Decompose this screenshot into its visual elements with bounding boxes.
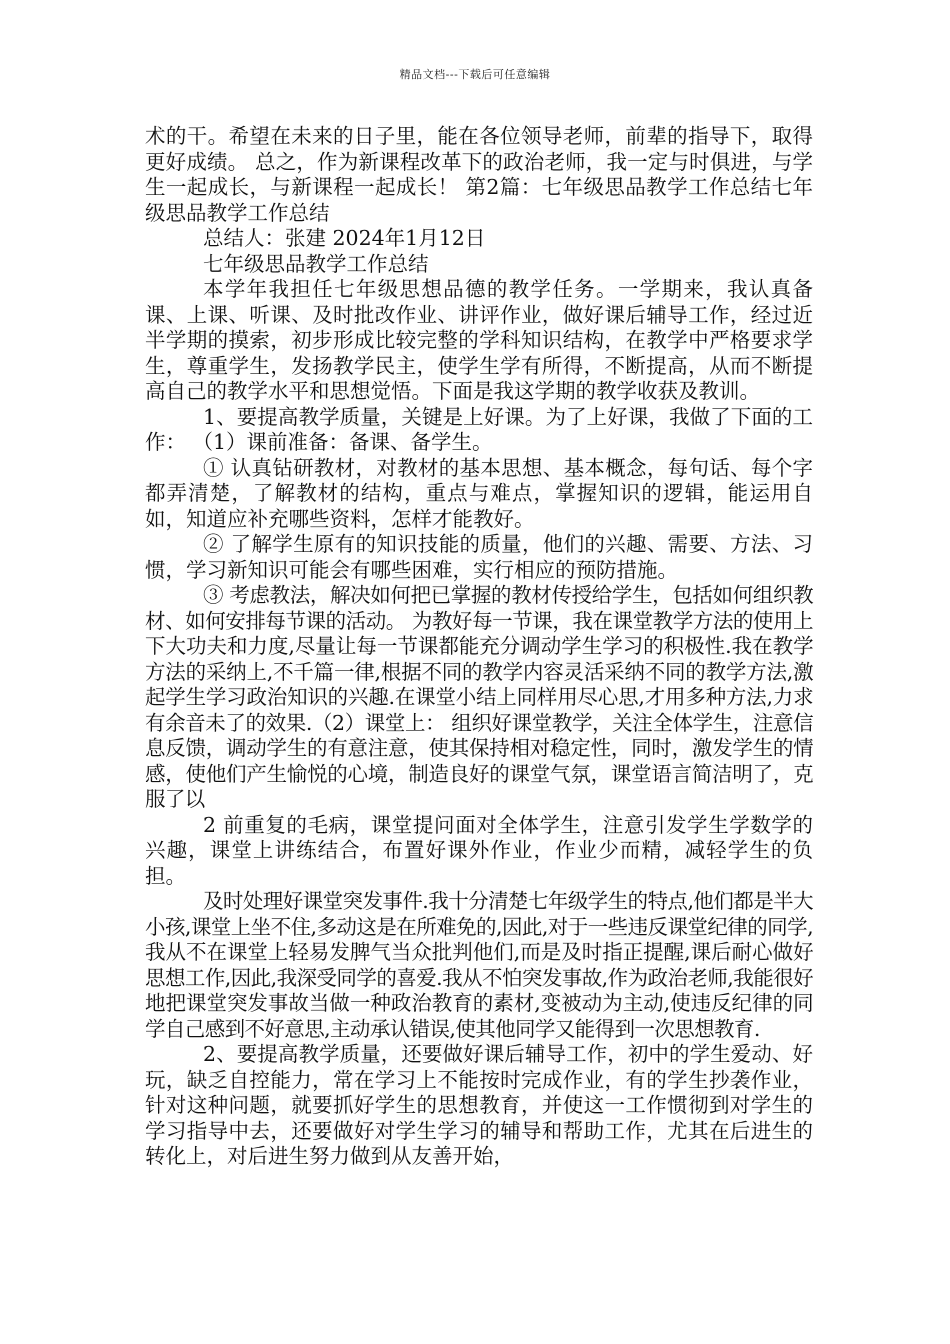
page-header: 精品文档---下载后可任意编辑 — [399, 68, 551, 81]
paragraph-1: 术的干。希望在未来的日子里，能在各位领导老师，前辈的指导下，取得更好成绩。 总之，作为新课程改革下的政治老师，我一定与时俱进，与学生一起成长，与新课程一起成长！ 第2篇：七年级思品教学工作总结七年级思品教学工作总结 — [145, 124, 813, 225]
paragraph-4: 本学年我担任七年级思想品德的教学任务。一学期来，我认真备课、上课、听课、及时批改作业、讲评作业，做好课后辅导工作，经过近半学期的摸索，初步形成比较完整的学科知识结构，在教学中严格要求学生，尊重学生，发扬教学民主，使学生学有所得，不断提高，从而不断提高自己的教学水平和思想觉悟。下面是我这学期的教学收获及教训。 — [145, 277, 813, 403]
paragraph-9: 2 前重复的毛病，课堂提问面对全体学生，注意引发学生学数学的兴趣，课堂上讲练结合，布置好课外作业，作业少而精，减轻学生的负担。 — [145, 812, 813, 888]
paragraph-6: ① 认真钻研教材，对教材的基本思想、基本概念，每句话、每个字都弄清楚，了解教材的结构，重点与难点，掌握知识的逻辑，能运用自如，知道应补充哪些资料，怎样才能教好。 — [145, 455, 813, 531]
paragraph-11: 2、要提高教学质量，还要做好课后辅导工作，初中的学生爱动、好玩，缺乏自控能力，常在学习上不能按时完成作业，有的学生抄袭作业，针对这种问题，就要抓好学生的思想教育，并使这一工作惯彻到对学生的学习指导中去，还要做好对学生学习的辅导和帮助工作，尤其在后进生的转化上，对后进生努力做到从友善开始， — [145, 1042, 813, 1168]
paragraph-2: 总结人：张建 2024年1月12日 — [203, 226, 486, 250]
document-body — [145, 124, 813, 1170]
paragraph-7: ② 了解学生原有的知识技能的质量，他们的兴趣、需要、方法、习惯，学习新知识可能会有哪些困难，实行相应的预防措施。 — [145, 532, 813, 582]
paragraph-3: 七年级思品教学工作总结 — [203, 251, 429, 276]
paragraph-8: ③ 考虑教法，解决如何把已掌握的教材传授给学生，包括如何组织教材、如何安排每节课的活动。 为教好每一节课，我在课堂教学方法的使用上下大功夫和力度,尽量让每一节课都能充分调动学生学习的积极性.我在教学方法的采纳上,不千篇一律,根据不同的教学内容灵活采纳不同的教学方法,激起学生学习政治知识的兴趣.在课堂小结上同样用尽心思,才用多种方法,力求有余音未了的效果.（2）课堂上： 组织好课堂教学，关注全体学生，注意信息反馈，调动学生的有意注意，使其保持相对稳定性，同时，激发学生的情感，使他们产生愉悦的心境，制造良好的课堂气氛，课堂语言简洁明了，克服了以 — [145, 583, 813, 811]
paragraph-10: 及时处理好课堂突发事件.我十分清楚七年级学生的特点,他们都是半大小孩,课堂上坐不住,多动这是在所难免的,因此,对于一些违反课堂纪律的同学,我从不在课堂上轻易发脾气当众批判他们,而是及时指正提醒,课后耐心做好思想工作,因此,我深受同学的喜爱.我从不怕突发事故,作为政治老师,我能很好地把课堂突发事故当做一种政治教育的素材,变被动为主动,使违反纪律的同学自己感到不好意思,主动承认错误,使其他同学又能得到一次思想教育. — [145, 889, 813, 1041]
paragraph-5: 1、要提高教学质量，关键是上好课。为了上好课，我做了下面的工作： （1）课前准备：备课、备学生。 — [145, 404, 813, 454]
